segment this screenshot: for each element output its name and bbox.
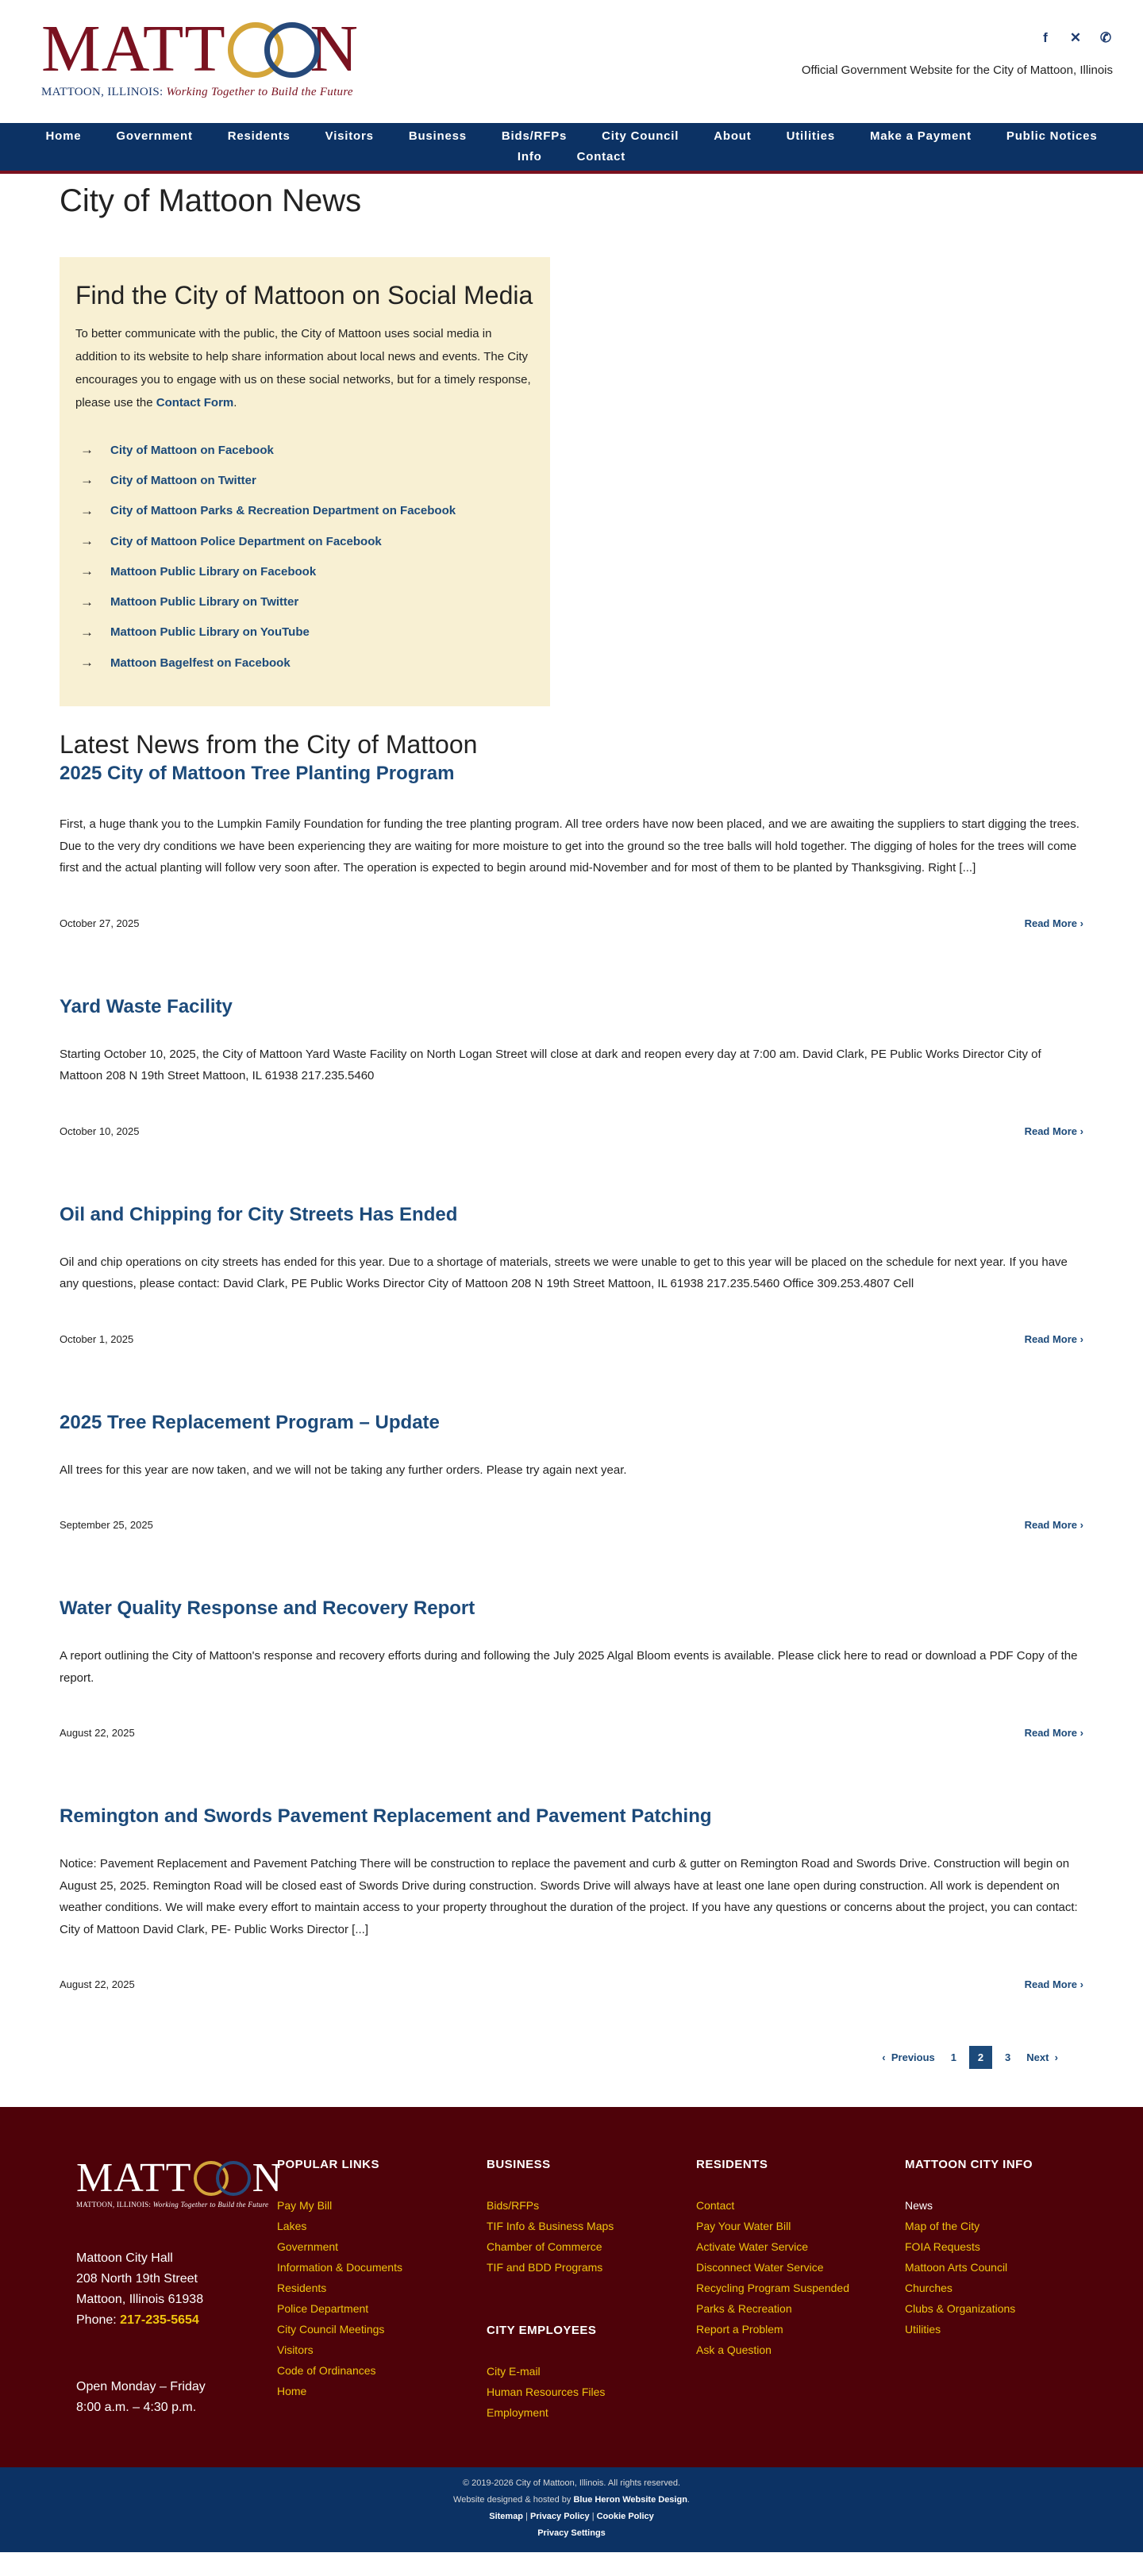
footer-link-tif-info-business-maps[interactable]: TIF Info & Business Maps bbox=[487, 2220, 614, 2233]
news-post-date: August 22, 2025 bbox=[60, 1978, 135, 1991]
footer-link-utilities[interactable]: Utilities bbox=[905, 2323, 941, 2336]
footer-city-info-links: MATTOON CITY INFO News Map of the City FOIA Requests Mattoon Arts Council Churches Clubs & Organizations Utilities bbox=[905, 2158, 1033, 2340]
previous-page-link[interactable]: ‹ Previous bbox=[882, 2051, 935, 2064]
footer-link-pay-your-water-bill[interactable]: Pay Your Water Bill bbox=[696, 2220, 791, 2233]
main-content bbox=[60, 183, 1083, 2069]
sitemap-link[interactable]: Sitemap bbox=[489, 2512, 524, 2522]
social-link-item[interactable]: → Mattoon Bagelfest on Facebook bbox=[80, 655, 291, 671]
pagination bbox=[60, 2046, 1083, 2069]
arrow-right-icon: → bbox=[80, 502, 94, 518]
nav-item-about[interactable]: About bbox=[714, 129, 752, 143]
news-post-title[interactable]: Yard Waste Facility bbox=[60, 995, 233, 1017]
read-more-link[interactable]: Read More › bbox=[1024, 917, 1083, 929]
news-post-date: October 10, 2025 bbox=[60, 1125, 140, 1137]
news-post-excerpt: Oil and chip operations on city streets has ended for this year. Due to a shortage of materials, streets we were unable to get to this year will be placed on the schedule for next year. If you have any questions, please contact: David Clark, PE Public Works Director City of Mattoon 208 N 19th Street Mattoon, IL 61938 217.235.5460 Office 309.253.4807 Cell bbox=[60, 1255, 1068, 1291]
read-more-link[interactable]: Read More › bbox=[1024, 1519, 1083, 1532]
social-media-box bbox=[60, 257, 550, 706]
footer-link-employment[interactable]: Employment bbox=[487, 2406, 548, 2420]
news-post-title[interactable]: Remington and Swords Pavement Replacement and Pavement Patching bbox=[60, 1805, 712, 1828]
footer-link-activate-water-service[interactable]: Activate Water Service bbox=[696, 2240, 809, 2254]
read-more-link[interactable]: Read More › bbox=[1024, 1727, 1083, 1740]
footer-link-ask-a-question[interactable]: Ask a Question bbox=[696, 2343, 772, 2357]
logo-wordmark: MATT N bbox=[41, 12, 359, 86]
news-post-date: October 27, 2025 bbox=[60, 917, 140, 929]
footer-phone-link[interactable]: 217-235-5654 bbox=[120, 2313, 199, 2328]
arrow-right-icon: → bbox=[80, 442, 94, 458]
news-post-excerpt: Notice: Pavement Replacement and Pavement Patching There will be construction to replace the pavement and curb & gutter on Remington Road and Swords Drive. Construction will begin on August 25, 2025. Remington Road will be closed east of Swords Drive during construction. Swords Drive will always have at least one lane open during construction. All work is dependent on weather conditions. We will make every effort to maintain access to your property throughout the duration of the project. If you have any questions or concerns about the project, you can contact: City of Mattoon David Clark, PE- Public Works Director [...] bbox=[60, 1857, 1078, 1936]
footer-link-city-council-meetings[interactable]: City Council Meetings bbox=[277, 2323, 385, 2336]
footer-link-human-resources-files[interactable]: Human Resources Files bbox=[487, 2386, 606, 2399]
news-post-date: August 22, 2025 bbox=[60, 1727, 135, 1740]
news-post bbox=[60, 763, 1083, 929]
nav-item-visitors[interactable]: Visitors bbox=[325, 129, 374, 143]
page-title: City of Mattoon News bbox=[60, 183, 362, 218]
footer-link-mattoon-arts-council[interactable]: Mattoon Arts Council bbox=[905, 2261, 1008, 2274]
footer-link-contact[interactable]: Contact bbox=[696, 2199, 735, 2213]
arrow-right-icon: → bbox=[80, 533, 94, 549]
nav-item-make-a-payment[interactable]: Make a Payment bbox=[869, 129, 972, 143]
footer-link-residents[interactable]: Residents bbox=[277, 2282, 327, 2295]
nav-item-public-notices[interactable]: Public Notices bbox=[1006, 129, 1098, 143]
arrow-right-icon: → bbox=[80, 624, 94, 640]
news-post-title[interactable]: 2025 City of Mattoon Tree Planting Program bbox=[60, 763, 455, 785]
latest-news-title: Latest News from the City of Mattoon bbox=[60, 730, 478, 759]
arrow-right-icon: → bbox=[80, 655, 94, 671]
header-social-links bbox=[1038, 30, 1113, 46]
footer-address: Mattoon City Hall 208 North 19th Street Mattoon, Illinois 61938 Phone: 217-235-5654 bbox=[76, 2251, 204, 2328]
news-post bbox=[60, 1598, 1083, 1739]
news-post-date: September 25, 2025 bbox=[60, 1519, 153, 1532]
x-twitter-icon[interactable]: ✕ bbox=[1069, 30, 1082, 45]
nav-item-contact[interactable]: Contact bbox=[576, 150, 626, 163]
footer-link-recycling-program-suspended[interactable]: Recycling Program Suspended bbox=[696, 2282, 849, 2295]
social-link-item[interactable]: → City of Mattoon on Facebook bbox=[80, 442, 274, 458]
social-links-list bbox=[75, 435, 534, 678]
privacy-settings-link[interactable]: Privacy Settings bbox=[537, 2528, 606, 2539]
news-post-title[interactable]: 2025 Tree Replacement Program – Update bbox=[60, 1411, 440, 1433]
contact-form-link[interactable]: Contact Form bbox=[156, 396, 234, 409]
page-link-1[interactable]: 1 bbox=[950, 2051, 957, 2064]
read-more-link[interactable]: Read More › bbox=[1024, 1125, 1083, 1137]
cookie-policy-link[interactable]: Cookie Policy bbox=[596, 2512, 654, 2522]
social-box-text: To better communicate with the public, the City of Mattoon uses social media in addition to its website to help share information about local news and events. The City encourages you to engage with us on these social networks, but for a timely response, please use the Contact Form. bbox=[75, 327, 531, 409]
copyright-bar: © 2019-2026 City of Mattoon, Illinois. All rights reserved. Website designed & hosted by Blue Heron Website Design. Sitemap | Privacy Policy | Cookie Policy Privacy Settings bbox=[0, 2467, 1143, 2552]
logo-tagline: MATTOON, ILLINOIS: Working Together to Build the Future bbox=[41, 86, 353, 98]
footer-link-city-e-mail[interactable]: City E-mail bbox=[487, 2365, 541, 2378]
news-post-excerpt: Starting October 10, 2025, the City of Mattoon Yard Waste Facility on North Logan Street will close at dark and reopen every day at 7:00 am. David Clark, PE Public Works Director City of Mattoon 208 N 19th Street Mattoon, IL 61938 217.235.5460 bbox=[60, 1047, 1041, 1083]
arrow-right-icon: → bbox=[80, 594, 94, 609]
footer-link-news[interactable]: News bbox=[905, 2199, 933, 2213]
footer-link-home[interactable]: Home bbox=[277, 2385, 307, 2398]
footer-link-disconnect-water-service[interactable]: Disconnect Water Service bbox=[696, 2261, 824, 2274]
news-post bbox=[60, 1412, 1083, 1532]
social-link-item[interactable]: → City of Mattoon on Twitter bbox=[80, 472, 256, 488]
designer-link[interactable]: Blue Heron Website Design bbox=[573, 2495, 687, 2505]
social-link-item[interactable]: → Mattoon Public Library on Facebook bbox=[80, 563, 317, 579]
news-post-excerpt: All trees for this year are now taken, and we will not be taking any further orders. Please try again next year. bbox=[60, 1463, 627, 1477]
social-link-item[interactable]: → Mattoon Public Library on Twitter bbox=[80, 594, 299, 609]
footer-business-links: BUSINESS Bids/RFPs TIF Info & Business Maps Chamber of Commerce TIF and BDD Programs CITY EMPLOYEES City E-mail Human Resources Files Employment bbox=[487, 2158, 614, 2423]
footer-link-visitors[interactable]: Visitors bbox=[277, 2343, 314, 2357]
social-link-item[interactable]: → Mattoon Public Library on YouTube bbox=[80, 624, 310, 640]
footer-link-chamber-of-commerce[interactable]: Chamber of Commerce bbox=[487, 2240, 602, 2254]
logo-rings-icon bbox=[228, 19, 309, 79]
footer-link-pay-my-bill[interactable]: Pay My Bill bbox=[277, 2199, 333, 2213]
footer-logo[interactable]: MATT N MATTOON, ILLINOIS: Working Together to Build the Future bbox=[76, 2155, 283, 2209]
news-list bbox=[60, 763, 1083, 1990]
footer-link-bids-rfps[interactable]: Bids/RFPs bbox=[487, 2199, 540, 2213]
main-nav bbox=[0, 123, 1143, 174]
site-logo[interactable] bbox=[41, 12, 359, 111]
social-link-item[interactable]: → City of Mattoon Parks & Recreation Department on Facebook bbox=[80, 502, 456, 518]
news-post bbox=[60, 996, 1083, 1137]
footer-popular-links: POPULAR LINKS Pay My Bill Lakes Government Information & Documents Residents Police Department City Council Meetings Visitors Code of Ordinances Home bbox=[277, 2158, 402, 2401]
footer-link-report-a-problem[interactable]: Report a Problem bbox=[696, 2323, 783, 2336]
news-post-date: October 1, 2025 bbox=[60, 1332, 134, 1345]
footer-link-map-of-the-city[interactable]: Map of the City bbox=[905, 2220, 980, 2233]
nav-item-info[interactable]: Info bbox=[517, 150, 542, 163]
nav-item-home[interactable]: Home bbox=[45, 129, 82, 143]
nav-item-business[interactable]: Business bbox=[408, 129, 467, 143]
news-post-excerpt: First, a huge thank you to the Lumpkin Family Foundation for funding the tree planting program. All tree orders have now been placed, and we are awaiting the suppliers to start digging the trees. Due to the very dry conditions we have been experiencing they are waiting for more moisture to get into the ground so the tree balls will hold together. The digging of holes for the trees will come first and the actual planting will follow very soon after. The operation is expected to begin around mid-November and for most of them to be planted by Thanksgiving. Right [...] bbox=[60, 817, 1080, 875]
read-more-link[interactable]: Read More › bbox=[1024, 1332, 1083, 1345]
nav-item-city-council[interactable]: City Council bbox=[602, 129, 679, 143]
page-link-3[interactable]: 3 bbox=[1005, 2051, 1011, 2064]
footer-link-parks-recreation[interactable]: Parks & Recreation bbox=[696, 2302, 792, 2316]
footer-link-lakes[interactable]: Lakes bbox=[277, 2220, 307, 2233]
social-link-item[interactable]: → City of Mattoon Police Department on Facebook bbox=[80, 533, 382, 549]
nav-item-utilities[interactable]: Utilities bbox=[786, 129, 835, 143]
footer-residents-links: RESIDENTS Contact Pay Your Water Bill Activate Water Service Disconnect Water Service Recycling Program Suspended Parks & Recreation Report a Problem Ask a Question bbox=[696, 2158, 849, 2360]
site-header bbox=[0, 0, 1143, 123]
footer-logo-rings-icon bbox=[194, 2159, 251, 2197]
footer-link-tif-and-bdd-programs[interactable]: TIF and BDD Programs bbox=[487, 2261, 603, 2274]
privacy-policy-link[interactable]: Privacy Policy bbox=[530, 2512, 590, 2522]
footer-link-code-of-ordinances[interactable]: Code of Ordinances bbox=[277, 2364, 376, 2378]
footer-link-information-documents[interactable]: Information & Documents bbox=[277, 2261, 402, 2274]
footer-link-government[interactable]: Government bbox=[277, 2240, 339, 2254]
footer-link-police-department[interactable]: Police Department bbox=[277, 2302, 369, 2316]
footer-link-churches[interactable]: Churches bbox=[905, 2282, 952, 2295]
page-link-current[interactable]: 2 bbox=[969, 2046, 992, 2069]
nav-item-government[interactable]: Government bbox=[116, 129, 193, 143]
next-page-link[interactable]: Next › bbox=[1026, 2051, 1058, 2064]
arrow-right-icon: → bbox=[80, 563, 94, 579]
arrow-right-icon: → bbox=[80, 472, 94, 488]
news-post-title[interactable]: Water Quality Response and Recovery Report bbox=[60, 1598, 475, 1620]
footer-link-clubs-organizations[interactable]: Clubs & Organizations bbox=[905, 2302, 1016, 2316]
nav-item-residents[interactable]: Residents bbox=[227, 129, 291, 143]
read-more-link[interactable]: Read More › bbox=[1024, 1978, 1083, 1991]
news-post-excerpt: A report outlining the City of Mattoon's response and recovery efforts during and following the July 2025 Algal Bloom events is available. Please click here to read or download a PDF Copy of the report. bbox=[60, 1649, 1078, 1685]
facebook-icon[interactable]: f bbox=[1043, 30, 1048, 45]
footer-link-foia-requests[interactable]: FOIA Requests bbox=[905, 2240, 980, 2254]
news-post-title[interactable]: Oil and Chipping for City Streets Has Ended bbox=[60, 1203, 458, 1225]
footer-hours: Open Monday – Friday 8:00 a.m. – 4:30 p.m. bbox=[76, 2380, 206, 2415]
news-post bbox=[60, 1805, 1083, 1990]
news-post bbox=[60, 1204, 1083, 1345]
social-box-title: Find the City of Mattoon on Social Media bbox=[75, 281, 533, 310]
nav-item-bids-rfps[interactable]: Bids/RFPs bbox=[501, 129, 568, 143]
phone-icon[interactable]: ✆ bbox=[1099, 30, 1112, 45]
site-footer bbox=[0, 2107, 1143, 2467]
official-site-tagline: Official Government Website for the City of Mattoon, Illinois bbox=[801, 63, 1113, 77]
